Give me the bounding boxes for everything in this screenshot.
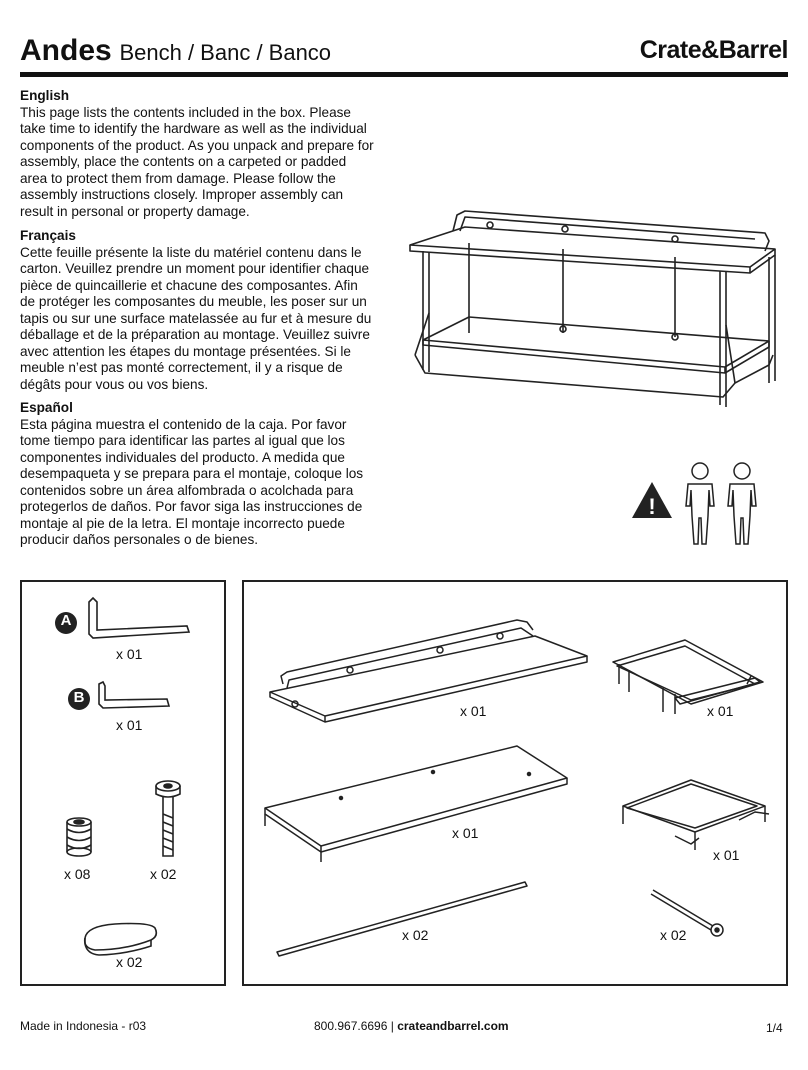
allen-key-large-icon <box>89 598 189 638</box>
top-panel-qty: x 01 <box>460 703 487 719</box>
footer-contact <box>314 1019 509 1033</box>
bench-illustration <box>405 205 795 415</box>
allen-key-small-icon <box>99 682 169 708</box>
spanish-body: Esta página muestra el contenido de la caja. Por favor tome tiempo para identificar las partes al igual que los componentes individuales del producto. A medida que desempaqueta y se prepara para el montaje, coloque los contenidos sobre un área alfombrada o acolchada para protegerlos de daños. Por favor siga las instrucciones de montaje al pie de la letra. El montaje incorrecto puede producir daños personales o de bienes. <box>20 416 364 547</box>
page-title <box>20 34 331 68</box>
badge-a-letter: A <box>60 612 72 629</box>
top-panel-icon <box>270 620 587 722</box>
english-body: This page lists the contents included in the box. Please take time to identify the hardware as well as the individual components of the product. As you unpack and prepare for assembly, place the contents on a carpeted or padded area to protect them from damage. Please follow the assembly instructions closely. Improper assembly can result in personal or property damage. <box>20 104 374 219</box>
hardware-b-qty: x 01 <box>116 717 143 733</box>
long-bolt-qty: x 02 <box>660 927 687 943</box>
hardware-a-qty: x 01 <box>116 646 143 662</box>
header-rule <box>20 72 788 77</box>
english-heading: English <box>20 88 70 103</box>
spanish-section <box>20 400 375 549</box>
end-frame-1-icon <box>613 640 763 714</box>
footer-website[interactable]: crateandbarrel.com <box>397 1019 509 1033</box>
end-frame-1-qty: x 01 <box>707 703 734 719</box>
french-heading: Français <box>20 228 76 243</box>
two-people-icon <box>686 463 756 544</box>
product-name: Andes <box>20 34 112 67</box>
rail-icon <box>277 882 527 956</box>
felt-pad-icon <box>85 924 157 956</box>
shelf-panel-icon <box>265 746 567 862</box>
rail-qty: x 02 <box>402 927 429 943</box>
threaded-insert-icon <box>67 818 91 856</box>
french-section <box>20 228 375 393</box>
footer-origin: Made in Indonesia - r03 <box>20 1019 147 1033</box>
french-body: Cette feuille présente la liste du matériel contenu dans le carton. Veuillez prendre un moment pour identifier chaque pièce de quincaillerie et chacune des composantes. Afin de protéger les composantes du meuble, les poser sur un tapis ou sur une surface matelassée au fur et à mesure du déballage et de la préparation au montage. Veuillez suivre avec attention les étapes du montage présentées. Si le meuble n’est pas monté correctement, il y a risque de dégâts pour vous ou vos biens. <box>20 244 372 392</box>
page-number: 1/4 <box>766 1021 783 1035</box>
spanish-heading: Español <box>20 400 73 415</box>
end-frame-2-icon <box>623 780 769 850</box>
warning-graphic <box>630 460 790 550</box>
footer-phone: 800.967.6696 | <box>314 1019 398 1033</box>
badge-b-letter: B <box>73 689 85 706</box>
product-subtitle: Bench / Banc / Banco <box>119 40 332 65</box>
brand-logo: Crate&Barrel <box>639 36 788 64</box>
end-frame-2-qty: x 01 <box>713 847 740 863</box>
insert-qty: x 08 <box>64 866 91 882</box>
parts-illustrations <box>255 600 785 970</box>
shelf-panel-qty: x 01 <box>452 825 479 841</box>
bolt-icon <box>156 781 180 856</box>
english-section <box>20 88 375 220</box>
warning-symbol: ! <box>648 494 656 519</box>
felt-pad-qty: x 02 <box>116 954 143 970</box>
bolt-qty: x 02 <box>150 866 177 882</box>
